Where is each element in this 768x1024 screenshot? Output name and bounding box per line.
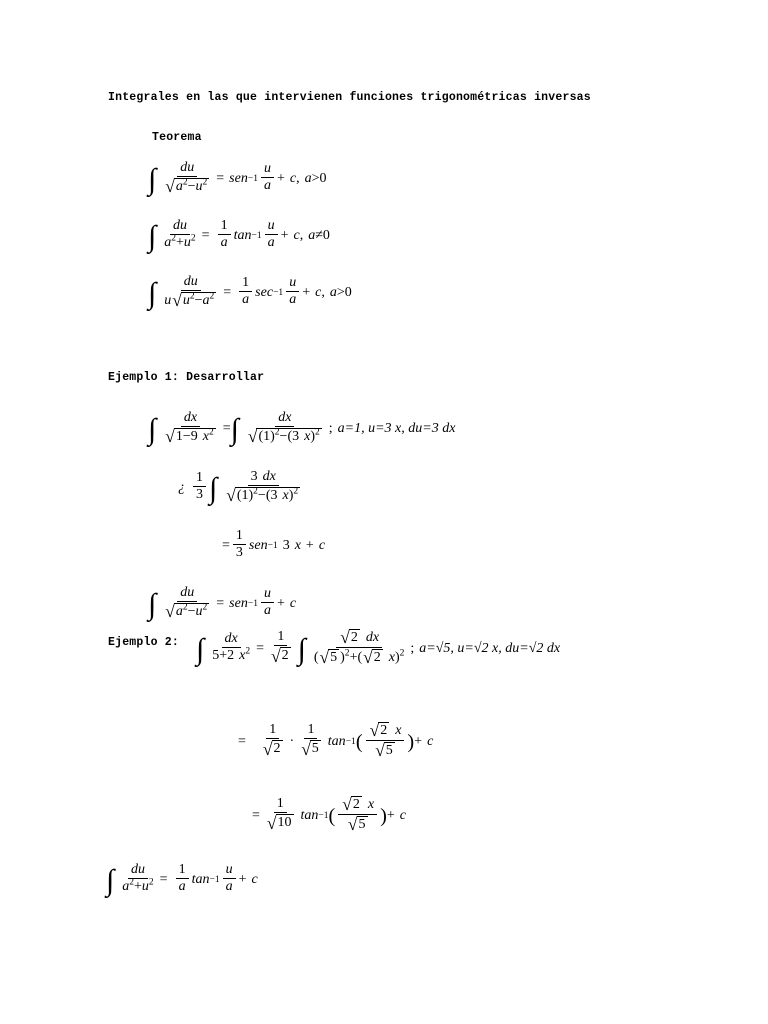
example-1-substitutions: a=1, u=3 x, du=3 dx — [337, 421, 456, 437]
integral-sign: ∫ — [148, 219, 157, 253]
example-1-line-2: ¿ $\frac{1}{3}$ ∫ 3 dx √ $(1)^2-(3$ x)$^2$ — [178, 468, 299, 506]
example-2-line-4: ∫ $\frac{du}{a^2+u^2}$ = $\frac{1}{a}$ tan −1 $\frac{u}{a}$ + c — [106, 861, 258, 897]
integral-sign: ∫ — [148, 413, 157, 447]
example-1-line-1: ∫ dx √ 1−9 $x^2$ = ∫ dx √ $(1)^2-(3$ x)$^2$ ; a=1, u=3 x, du=3 dx — [148, 409, 456, 447]
example-1-label: Ejemplo 1: Desarrollar — [108, 371, 265, 384]
integral-sign: ∫ — [196, 633, 205, 666]
lead-symbol: ¿ — [178, 480, 185, 496]
integral-sign: ∫ — [297, 633, 306, 666]
example-2-substitutions: a=√5, u=√2 x, du=√2 dx — [419, 641, 561, 656]
integral-sign: ∫ — [148, 588, 157, 622]
theorem-formula-3: ∫ du u √ $u^2-a^2$ = $\frac{1}{a}$ sec −1 $\frac{u}{a}$ + c , a >0 — [148, 273, 352, 311]
theorem-formula-2: ∫ $\frac{du}{a^2+u^2}$ = $\frac{1}{a}$ tan −1 $\frac{u}{a}$ + c , a ≠0 — [148, 217, 330, 253]
integral-sign: ∫ — [148, 163, 157, 197]
integral-sign: ∫ — [230, 413, 239, 447]
example-2-line-3: = 1 √ 10 tan −1 ( √ 2 x √ 5 ) + c — [252, 793, 407, 835]
example-2-label: Ejemplo 2: — [108, 636, 180, 649]
integral-sign: ∫ — [209, 472, 218, 506]
integral-sign: ∫ — [106, 863, 115, 897]
example-2-line-2: = 1 √ 2 · 1 √ 5 tan −1 ( √ 2 x √ 5 ) + c — [238, 719, 434, 761]
example-2-line-1: ∫ $\frac{dx}{5+2 x^2}$ = 1 √ 2 ∫ √ 2 dx ( √ 5 )$^2$+( √ 2 x)$^2$ ; a=√5, u=√2 x, du=√2 dx — [196, 626, 561, 668]
theorem-formula-1: ∫ du √ $a^2-u^2$ = sen −1 $\frac{u}{a}$ + c , a >0 — [148, 159, 327, 197]
theorem-label: Teorema — [152, 131, 202, 144]
example-1-line-3: = $\frac{1}{3}$ sen −1 3 x + c — [222, 527, 326, 560]
page-title: Integrales en las que intervienen funciones trigonométricas inversas — [108, 91, 591, 104]
integral-sign: ∫ — [148, 277, 157, 311]
example-1-line-4: ∫ du √ $a^2-u^2$ = sen −1 $\frac{u}{a}$ + c — [148, 584, 297, 622]
